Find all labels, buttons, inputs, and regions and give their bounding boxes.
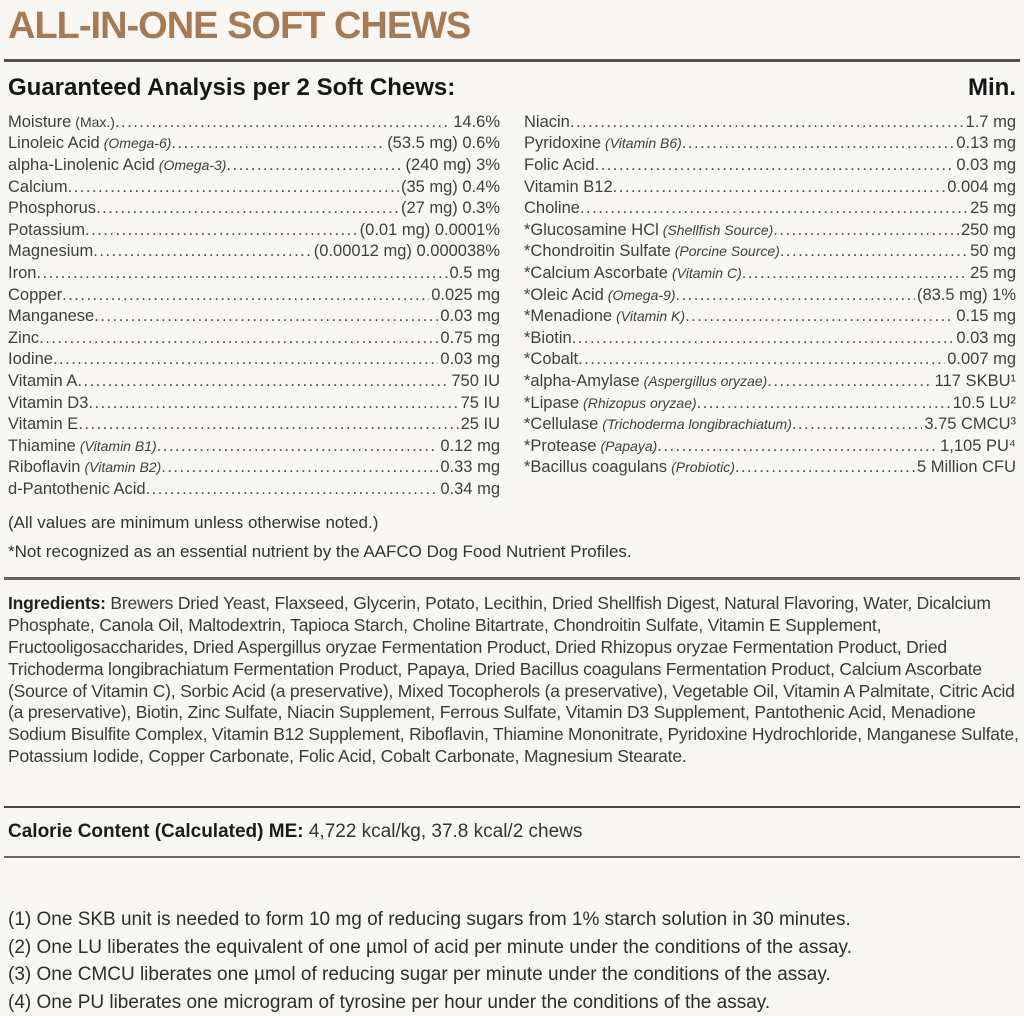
analysis-row [8,328,500,350]
dot-leader [39,328,438,350]
dot-leader [767,371,932,393]
nutrient-note: (Probiotic) [671,459,735,476]
analysis-row [8,371,500,393]
nutrient-name: Choline [524,199,580,218]
nutrient-value: 0.03 mg [956,155,1016,174]
nutrient-note: (Omega-9) [607,286,676,303]
nutrient-note: (Papaya) [600,437,658,454]
nutrient-name: *Oleic Acid [524,285,604,304]
nutrient-value: 25 IU [460,415,500,434]
nutrient-name: alpha-Linolenic Acid [8,155,155,174]
nutrient-value: 1,105 PU⁴ [940,436,1016,455]
analysis-row [524,393,1016,415]
dot-leader [96,198,399,220]
nutrient-note: (Omega-6) [103,135,172,152]
nutrient-name: Copper [8,285,63,304]
nutrient-value: 50 mg [970,242,1016,261]
analysis-row [524,371,1016,393]
dot-leader [161,457,438,479]
nutrient-name: Vitamin B12 [524,177,613,196]
nutrient-column-left [8,112,500,501]
nutrient-name: *Menadione [524,307,613,326]
nutrient-name: *Bacillus coagulans [524,458,668,477]
nutrient-value: 0.13 mg [956,134,1016,153]
nutrient-value: (53.5 mg) 0.6% [387,134,500,153]
analysis-row [8,133,500,155]
analysis-row [8,479,500,501]
nutrient-value: 0.75 mg [440,328,500,347]
dot-leader [773,220,959,242]
dot-leader [572,328,955,350]
analysis-row [8,263,500,285]
nutrient-value: 0.004 mg [947,177,1016,196]
nutrient-value: (27 mg) 0.3% [400,199,500,218]
nutrient-value: 0.03 mg [440,350,500,369]
ingredients-section [4,580,1020,792]
nutrient-name: Magnesium [8,242,94,261]
dot-leader [580,198,968,220]
analysis-row [8,306,500,328]
nutrient-name: Moisture [8,112,72,131]
dot-leader [792,414,922,436]
dot-leader [78,414,458,436]
calorie-content-value: 4,722 kcal/kg, 37.8 kcal/2 chews [308,821,583,843]
analysis-row [524,220,1016,242]
nutrient-value: 0.03 mg [956,328,1016,347]
nutrient-value: 1.7 mg [965,112,1016,131]
nutrient-note: (Vitamin B6) [605,135,682,152]
unit-footnote: (1) One SKB unit is needed to form 10 mg of reducing sugars from 1% starch solution in 30 minutes. [8,909,851,931]
unit-footnotes [4,858,1020,1016]
analysis-row [8,177,500,199]
analysis-row [8,285,500,307]
calorie-content-section [4,808,1020,856]
min-column-label: Min. [968,73,1016,101]
nutrient-value: (240 mg) 3% [405,155,500,174]
nutrient-value: 0.007 mg [947,350,1016,369]
dot-leader [36,263,447,285]
nutrient-value: (35 mg) 0.4% [400,177,500,196]
dot-leader [780,241,968,263]
analysis-row [524,328,1016,350]
nutrient-value: 25 mg [970,263,1016,282]
analysis-row [524,263,1016,285]
analysis-row [524,285,1016,307]
nutrient-note: (Rhizopus oryzae) [583,394,697,411]
nutrient-name: d-Pantothenic Acid [8,479,146,498]
dot-leader [613,177,946,199]
nutrient-columns [4,106,1020,501]
ingredients-label: Ingredients: [8,593,106,614]
dot-leader [685,306,954,328]
nutrient-value: (0.00012 mg) 0.000038% [313,242,500,261]
analysis-row [8,198,500,220]
nutrient-name: *Biotin [524,328,572,347]
dot-leader [578,349,945,371]
nutrient-value: 0.34 mg [440,479,500,498]
nutrient-name: *Cobalt [524,350,579,369]
dot-leader [675,285,914,307]
analysis-row [524,133,1016,155]
nutrient-value: 0.12 mg [440,436,500,455]
nutrient-name: Iron [8,263,37,282]
analysis-row [524,349,1016,371]
unit-footnote: (4) One PU liberates one microgram of tyrosine per hour under the conditions of the assay. [8,991,771,1013]
nutrient-value: 0.15 mg [956,307,1016,326]
analysis-row [8,241,500,263]
dot-leader [682,133,955,155]
dot-leader [570,112,964,134]
nutrient-note: (Porcine Source) [674,243,780,260]
nutrient-name: Niacin [524,112,570,131]
nutrient-note: (Vitamin C) [671,264,742,281]
analysis-note-aafco: *Not recognized as an essential nutrient by the AAFCO Dog Food Nutrient Profiles. [8,542,632,562]
analysis-row [524,306,1016,328]
analysis-row [524,436,1016,458]
dot-leader [53,349,438,371]
dot-leader [68,177,399,199]
analysis-row [8,155,500,177]
dot-leader [93,241,311,263]
dot-leader [146,479,439,501]
nutrient-name: *Chondroitin Sulfate [524,242,671,261]
dot-leader [595,155,955,177]
dot-leader [657,436,938,458]
nutrient-value: 250 mg [960,220,1016,239]
analysis-row [8,436,500,458]
analysis-row [524,155,1016,177]
analysis-row [524,241,1016,263]
nutrient-value: 25 mg [970,199,1016,218]
calorie-content-label: Calorie Content (Calculated) ME: [8,821,304,843]
nutrient-value: 117 SKBU¹ [934,371,1016,390]
dot-leader [735,457,915,479]
nutrient-note: (Shellfish Source) [662,221,774,238]
guaranteed-analysis-heading: Guaranteed Analysis per 2 Soft Chews: [8,73,456,101]
nutrient-value: 0.5 mg [449,263,500,282]
analysis-row [8,220,500,242]
dot-leader [85,220,358,242]
nutrient-name: *alpha-Amylase [524,371,640,390]
analysis-notes [4,500,1020,566]
nutrient-value: 0.33 mg [440,458,500,477]
nutrient-value: 3.75 CMCU³ [924,415,1016,434]
nutrient-column-right [524,112,1016,501]
nutrient-value: 750 IU [451,371,500,390]
nutrient-name: Phosphorus [8,199,97,218]
dot-leader [226,155,403,177]
nutrient-name: Vitamin A [8,371,78,390]
analysis-row [524,177,1016,199]
nutrient-note: (Omega-3) [158,156,227,173]
nutrient-note: (Aspergillus oryzae) [643,372,768,389]
nutrient-name: Vitamin E [8,415,79,434]
nutrient-note: (Max.) [75,113,115,130]
nutrient-name: Iodine [8,350,53,369]
dot-leader [62,285,429,307]
analysis-row [524,198,1016,220]
analysis-row [8,349,500,371]
analysis-row [8,457,500,479]
nutrient-name: *Glucosamine HCl [524,220,659,239]
nutrient-name: Zinc [8,328,40,347]
nutrient-name: Vitamin D3 [8,393,89,412]
guaranteed-analysis-header [4,62,1020,106]
dot-leader [697,393,951,415]
unit-footnote: (2) One LU liberates the equivalent of one µmol of acid per minute under the conditions of the assay. [8,936,852,958]
unit-footnote: (3) One CMCU liberates one µmol of reducing sugar per minute under the conditions of the assay. [8,964,831,986]
nutrient-value: (83.5 mg) 1% [916,285,1016,304]
nutrient-value: 5 Million CFU [916,458,1016,477]
nutrient-name: *Cellulase [524,415,599,434]
nutrient-value: (0.01 mg) 0.0001% [359,220,500,239]
nutrient-value: 0.025 mg [431,285,500,304]
dot-leader [88,393,458,415]
nutrient-name: Potassium [8,220,86,239]
nutrient-name: Calcium [8,177,68,196]
analysis-row [524,414,1016,436]
nutrient-name: Thiamine [8,436,76,455]
nutrient-note: (Vitamin K) [616,308,686,325]
dot-leader [94,306,438,328]
nutrient-note: (Vitamin B2) [84,459,162,476]
ingredients-text: Brewers Dried Yeast, Flaxseed, Glycerin, Potato, Lecithin, Dried Shellfish Digest, Natural Flavoring, Water, Dicalcium Phosphate, Canola Oil, Maltodextrin, Tapioca Starch, Choline Bitartrate, Chondroitin Sulfate, Vitamin E Supplement, Fructooligosaccharides, Dried Aspergillus oryzae Fermentation Product, Dried Rhizopus oryzae Fermentation Product, Dried Trichoderma longibrachiatum Fermentation Product, Papaya, Dried Bacillus coagulans Fermentation Product, Calcium Ascorbate (Source of Vitamin C), Sorbic Acid (a preservative), Mixed Tocopherols (a preservative), Vegetable Oil, Vitamin A Palmitate, Citric Acid (a preservative), Biotin, Zinc Sulfate, Niacin Supplement, Ferrous Sulfate, Vitamin D3 Supplement, Pantothenic Acid, Menadione Sodium Bisulfite Complex, Vitamin B12 Supplement, Riboflavin, Thiamine Mononitrate, Pyridoxine Hydrochloride, Manganese Sulfate, Potassium Iodide, Copper Carbonate, Folic Acid, Cobalt Carbonate, Magnesium Stearate. [8,593,1019,767]
nutrient-name: Pyridoxine [524,134,602,153]
page-title: ALL-IN-ONE SOFT CHEWS [8,5,471,47]
nutrient-value: 75 IU [460,393,500,412]
analysis-row [8,414,500,436]
nutrient-name: *Protease [524,436,597,455]
dot-leader [157,436,439,458]
nutrient-value: 14.6% [453,112,500,131]
nutrient-note: (Vitamin B1) [79,437,157,454]
dot-leader [742,263,968,285]
nutrient-name: *Calcium Ascorbate [524,263,668,282]
dot-leader [171,133,385,155]
nutrient-name: *Lipase [524,393,580,412]
analysis-row [524,457,1016,479]
nutrient-name: Manganese [8,307,95,326]
analysis-note-minimum: (All values are minimum unless otherwise noted.) [8,513,379,533]
analysis-row [524,112,1016,134]
nutrient-note: (Trichoderma longibrachiatum) [602,416,792,433]
analysis-row [8,112,500,134]
analysis-row [8,393,500,415]
nutrient-name: Linoleic Acid [8,134,100,153]
nutrient-value: 10.5 LU² [952,393,1016,412]
dot-leader [115,112,451,134]
nutrient-name: Folic Acid [524,155,595,174]
nutrient-value: 0.03 mg [440,307,500,326]
dot-leader [77,371,449,393]
nutrient-name: Riboflavin [8,458,81,477]
